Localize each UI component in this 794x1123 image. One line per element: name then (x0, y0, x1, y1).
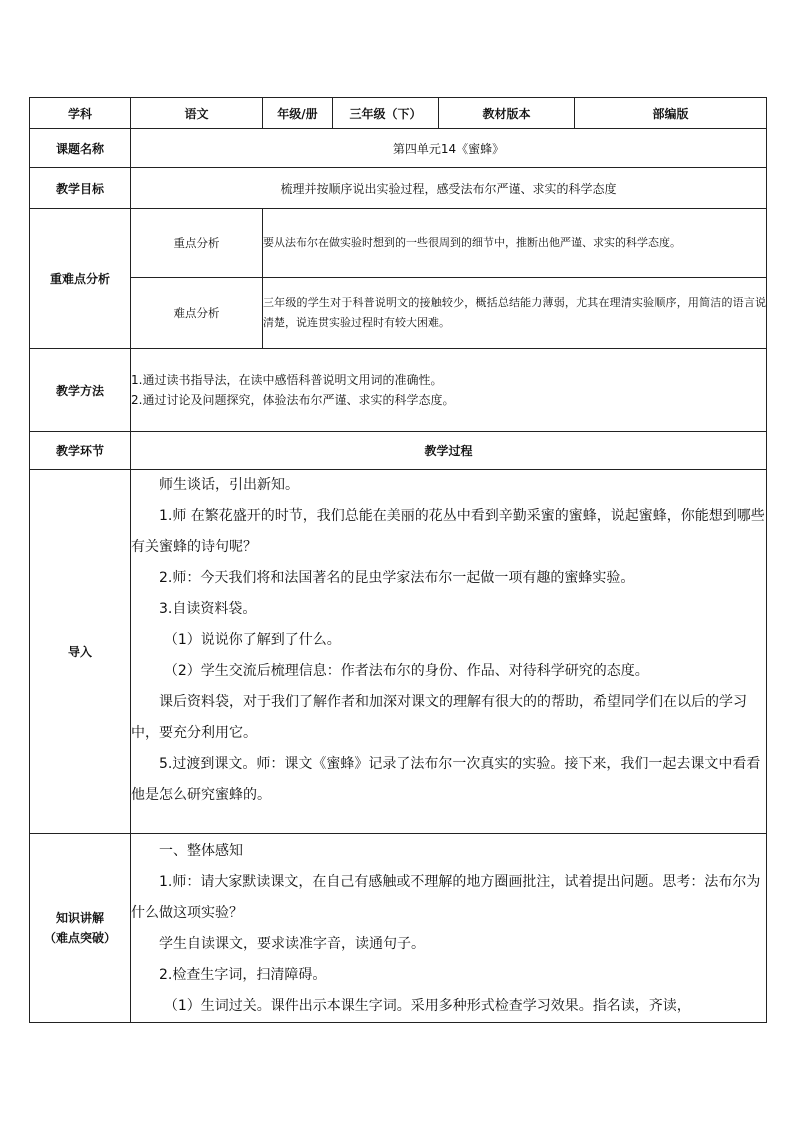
lesson-plan-table (29, 97, 767, 1023)
method-label: 教学方法 (30, 349, 131, 432)
goal-label: 教学目标 (30, 168, 131, 209)
analysis-label: 重难点分析 (30, 209, 131, 349)
knowledge-paragraph: 2.检查生字词，扫清障碍。 (159, 967, 327, 983)
knowledge-paragraph: 一、整体感知 (159, 843, 243, 859)
knowledge-paragraph: 1.师：请大家默读课文，在自己有感触或不理解的地方圈画批注，试着提出问题。思考：法布尔为什么做这项实验？ (131, 874, 761, 921)
method-content (131, 349, 767, 432)
difficult-point-text: 三年级的学生对于科普说明文的接触较少，概括总结能力薄弱，尤其在理清实验顺序，用简洁的语言说清楚，说连贯实验过程时有较大困难。 (263, 278, 767, 349)
goal-text: 梳理并按顺序说出实验过程，感受法布尔严谨、求实的科学态度 (131, 168, 767, 209)
intro-paragraph: 课后资料袋，对于我们了解作者和加深对课文的理解有很大的的帮助，希望同学们在以后的学习中，要充分利用它。 (131, 694, 747, 741)
lesson-title: 第四单元14《蜜蜂》 (131, 129, 767, 168)
knowledge-label (30, 834, 131, 1023)
intro-content (131, 470, 767, 834)
knowledge-paragraph: （1）生词过关。课件出示本课生字词。采用多种形式检查学习效果。指名读，齐读， (163, 998, 691, 1014)
intro-paragraph: 师生谈话，引出新知。 (159, 477, 299, 493)
subject-label: 学科 (30, 98, 131, 129)
method-line-2: 2.通过讨论及问题探究，体验法布尔严谨、求实的科学态度。 (131, 393, 455, 407)
method-row (30, 349, 767, 432)
key-point-text: 要从法布尔在做实验时想到的一些很周到的细节中，推断出他严谨、求实的科学态度。 (263, 209, 767, 278)
intro-paragraph: （1）说说你了解到了什么。 (163, 632, 341, 648)
key-point-row (30, 209, 767, 278)
header-row (30, 98, 767, 129)
difficult-point-label: 难点分析 (131, 278, 263, 349)
subject-value: 语文 (131, 98, 263, 129)
difficult-point-row (30, 278, 767, 349)
grade-value: 三年级（下） (333, 98, 439, 129)
intro-paragraph: 2.师：今天我们将和法国著名的昆虫学家法布尔一起做一项有趣的蜜蜂实验。 (159, 570, 635, 586)
grade-label: 年级/册 (263, 98, 333, 129)
knowledge-label-main: 知识讲解 (55, 911, 104, 925)
knowledge-row (30, 834, 767, 1023)
edition-label: 教材版本 (439, 98, 575, 129)
knowledge-content (131, 834, 767, 1023)
lesson-row (30, 129, 767, 168)
intro-paragraph: 3.自读资料袋。 (159, 601, 257, 617)
process-step-label: 教学环节 (30, 432, 131, 470)
intro-paragraph: 1.师 在繁花盛开的时节，我们总能在美丽的花丛中看到辛勤采蜜的蜜蜂，说起蜜蜂，你能想到哪些有关蜜蜂的诗句呢？ (131, 508, 765, 555)
process-title: 教学过程 (131, 432, 767, 470)
intro-paragraph: （2）学生交流后梳理信息：作者法布尔的身份、作品、对待科学研究的态度。 (163, 663, 649, 679)
lesson-label: 课题名称 (30, 129, 131, 168)
knowledge-paragraph: 学生自读课文，要求读准字音，读通句子。 (159, 936, 425, 952)
key-point-label: 重点分析 (131, 209, 263, 278)
method-line-1: 1.通过读书指导法，在读中感悟科普说明文用词的准确性。 (131, 373, 443, 387)
knowledge-label-sub: （难点突破） (43, 931, 116, 945)
intro-label: 导入 (30, 470, 131, 834)
intro-row (30, 470, 767, 834)
edition-value: 部编版 (575, 98, 767, 129)
process-header-row (30, 432, 767, 470)
intro-paragraph: 5.过渡到课文。师：课文《蜜蜂》记录了法布尔一次真实的实验。接下来，我们一起去课文中看看他是怎么研究蜜蜂的。 (131, 756, 761, 803)
goal-row (30, 168, 767, 209)
